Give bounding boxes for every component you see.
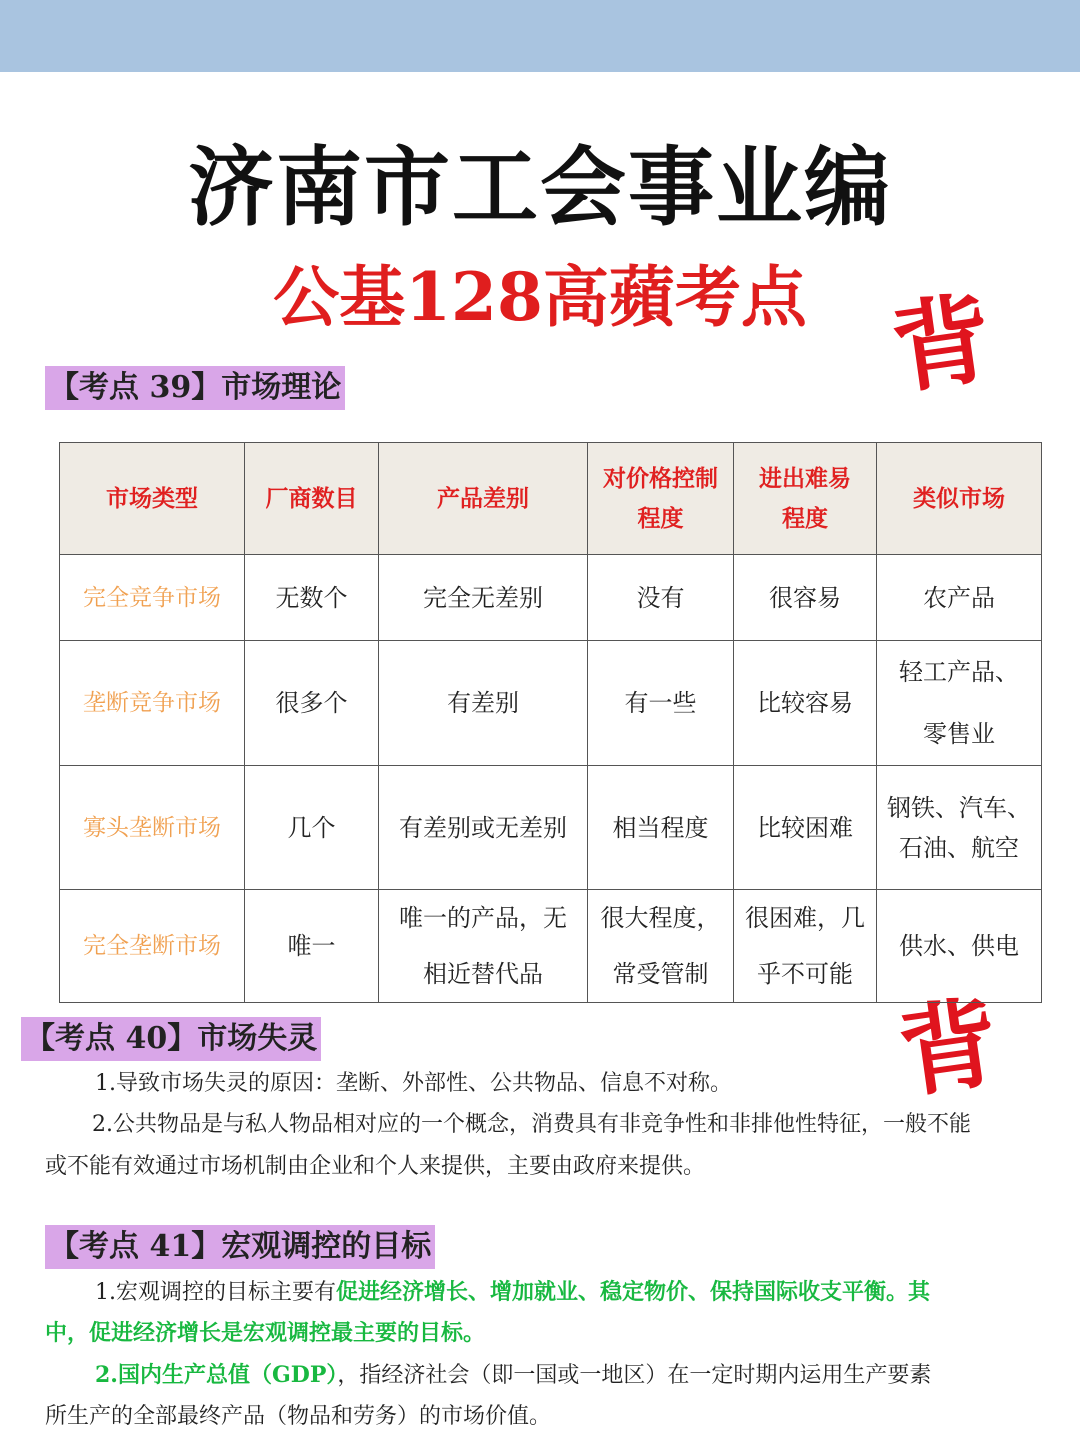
table-cell: 唯一的产品，无相近替代品 <box>379 890 588 1003</box>
table-row <box>60 766 1042 890</box>
table-cell: 很大程度，常受管制 <box>588 890 734 1003</box>
table-cell: 很多个 <box>245 641 379 766</box>
table-cell: 完全垄断市场 <box>60 890 245 1003</box>
table-cell: 完全竞争市场 <box>60 555 245 641</box>
table-row <box>60 890 1042 1003</box>
paragraph: 1.导致市场失灵的原因：垄断、外部性、公共物品、信息不对称。 <box>95 1071 732 1096</box>
table-header-cell: 市场类型 <box>60 443 245 555</box>
section-tag-41: 【考点 41】宏观调控的目标 <box>45 1225 435 1269</box>
market-types-table <box>59 442 1042 1003</box>
table-row <box>60 641 1042 766</box>
table-cell: 比较容易 <box>734 641 877 766</box>
paragraph <box>95 1354 1075 1397</box>
table-cell: 唯一 <box>245 890 379 1003</box>
paragraph: 2.公共物品是与私人物品相对应的一个概念，消费具有非竞争性和非排他性特征，一般不能 <box>92 1112 971 1137</box>
section-tag-39: 【考点 39】市场理论 <box>45 366 345 410</box>
table-cell: 寡头垄断市场 <box>60 766 245 890</box>
table-cell: 供水、供电 <box>877 890 1042 1003</box>
table-cell: 几个 <box>245 766 379 890</box>
table-cell: 很容易 <box>734 555 877 641</box>
table-header-cell: 对价格控制程度 <box>588 443 734 555</box>
table-cell: 垄断竞争市场 <box>60 641 245 766</box>
table-cell: 比较困难 <box>734 766 877 890</box>
memorize-stamp: 背 <box>885 280 999 409</box>
table-cell: 没有 <box>588 555 734 641</box>
table-cell: 钢铁、汽车、石油、航空 <box>877 766 1042 890</box>
table-cell: 有差别 <box>379 641 588 766</box>
paragraph-text: ，指经济社会（即一国或一地区）在一定时期内运用生产要素 <box>337 1363 932 1388</box>
paragraph: 或不能有效通过市场机制由企业和个人来提供，主要由政府来提供。 <box>45 1154 706 1179</box>
paragraph <box>95 1271 1075 1314</box>
table-header-cell: 产品差别 <box>379 443 588 555</box>
page-title: 济南市工会事业编 <box>188 138 892 238</box>
table-cell: 有差别或无差别 <box>379 766 588 890</box>
table-cell: 相当程度 <box>588 766 734 890</box>
table-cell: 很困难，几乎不可能 <box>734 890 877 1003</box>
paragraph-text: 1.宏观调控的目标主要有 <box>95 1280 336 1305</box>
table-header-cell: 厂商数目 <box>245 443 379 555</box>
table-cell: 完全无差别 <box>379 555 588 641</box>
highlight-text: 2.国内生产总值（GDP） <box>95 1362 338 1388</box>
page-subtitle: 公基128高蘋考点 <box>273 258 807 336</box>
table-cell: 轻工产品、零售业 <box>877 641 1042 766</box>
paragraph: 所生产的全部最终产品（物品和劳务）的市场价值。 <box>45 1404 552 1429</box>
table-header-cell: 类似市场 <box>877 443 1042 555</box>
table-cell: 农产品 <box>877 555 1042 641</box>
table-cell: 有一些 <box>588 641 734 766</box>
section-tag-40: 【考点 40】市场失灵 <box>21 1017 321 1061</box>
table-row <box>60 555 1042 641</box>
table-header-row <box>60 443 1042 555</box>
memorize-stamp: 背 <box>892 984 1006 1113</box>
highlight-text: 中，促进经济增长是宏观调控最主要的目标。 <box>45 1320 486 1346</box>
table-header-cell: 进出难易程度 <box>734 443 877 555</box>
table-cell: 无数个 <box>245 555 379 641</box>
highlight-text: 促进经济增长、增加就业、稳定物价、保持国际收支平衡。其 <box>336 1279 931 1305</box>
top-banner <box>0 0 1080 72</box>
